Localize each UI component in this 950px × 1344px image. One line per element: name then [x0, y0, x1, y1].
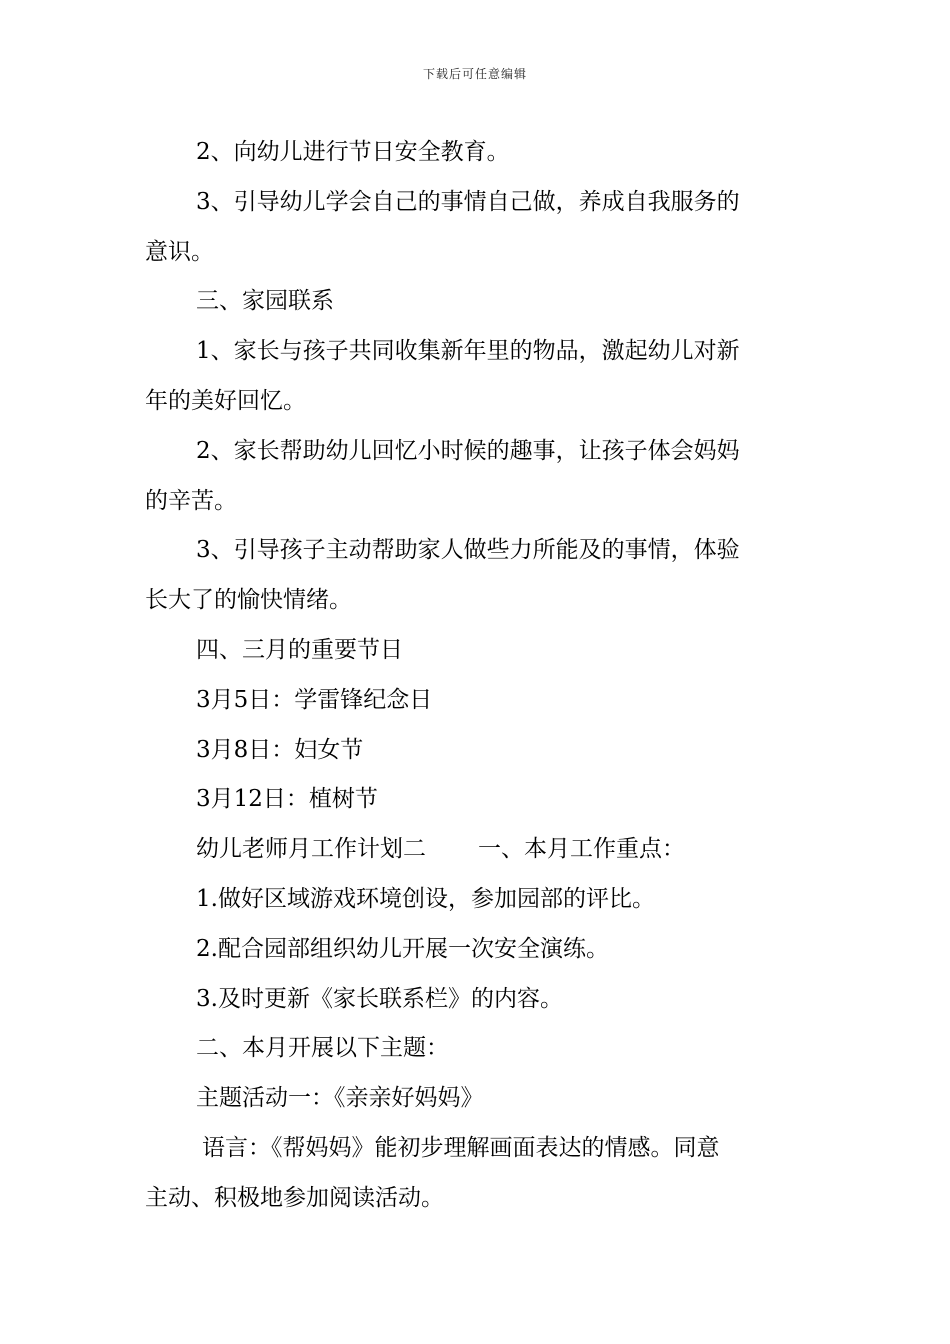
paragraph-safety-education: 2、向幼儿进行节日安全教育。: [196, 139, 510, 165]
section-heading-themes: 二、本月开展以下主题：: [196, 1035, 449, 1062]
work-item-3: 3.及时更新《家长联系栏》的内容。: [196, 985, 563, 1012]
paragraph-self-service-line2: 意识。: [145, 238, 214, 265]
paragraph-collect-items-line1: 1、家长与孩子共同收集新年里的物品，激起幼儿对新: [196, 338, 740, 365]
plan-two-title: 幼儿老师月工作计划二: [196, 836, 426, 863]
section-heading-march-holidays: 四、三月的重要节日: [196, 636, 403, 663]
paragraph-language-line2: 主动、积极地参加阅读活动。: [145, 1184, 444, 1211]
work-item-1: 1.做好区域游戏环境创设，参加园部的评比。: [196, 885, 655, 912]
document-body: [145, 128, 805, 1224]
paragraph-childhood-memories-line2: 的辛苦。: [145, 487, 237, 514]
section-heading-work-focus: 一、本月工作重点：: [478, 836, 685, 863]
page-header: 下载后可任意编辑: [422, 67, 527, 81]
section-heading-home-school: 三、家园联系: [196, 288, 334, 315]
theme-activity-one: 主题活动一：《亲亲好妈妈》: [196, 1085, 484, 1112]
paragraph-childhood-memories-line1: 2、家长帮助幼儿回忆小时候的趣事，让孩子体会妈妈: [196, 437, 740, 464]
paragraph-help-family-line1: 3、引导孩子主动帮助家人做些力所能及的事情，体验: [196, 537, 740, 564]
paragraph-help-family-line2: 长大了的愉快情绪。: [145, 587, 352, 614]
holiday-lei-feng-day: 3月5日：学雷锋纪念日: [196, 686, 433, 713]
paragraph-collect-items-line2: 年的美好回忆。: [145, 387, 306, 414]
holiday-arbor-day: 3月12日：植树节: [196, 786, 378, 813]
plan-two-title-line: [145, 825, 805, 875]
work-item-2: 2.配合园部组织幼儿开展一次安全演练。: [196, 935, 609, 962]
paragraph-self-service-line1: 3、引导幼儿学会自己的事情自己做，养成自我服务的: [196, 188, 740, 215]
paragraph-language-line1: 语言：《帮妈妈》能初步理解画面表达的情感。同意: [202, 1134, 720, 1161]
holiday-womens-day: 3月8日：妇女节: [196, 736, 364, 763]
